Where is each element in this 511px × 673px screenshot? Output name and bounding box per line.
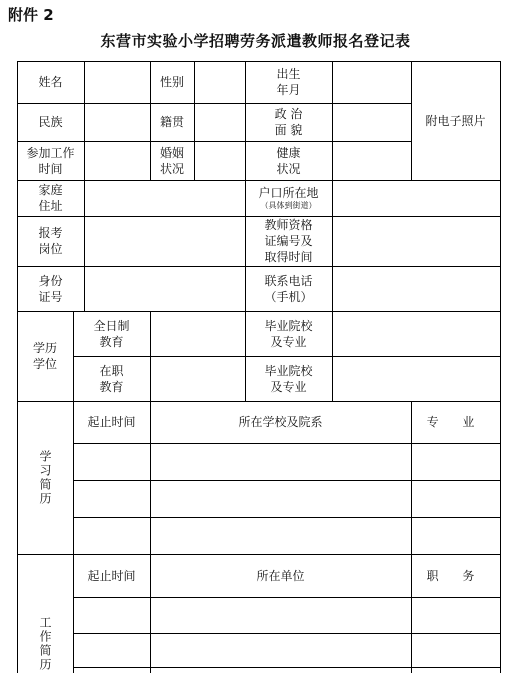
political-label: 政 治 面 貌 — [274, 107, 303, 137]
ethnicity-label: 民族 — [38, 115, 63, 129]
study-history-text: 学习简历 — [38, 449, 52, 506]
in-service-label: 在职 教育 — [99, 363, 124, 394]
birth-label: 出生 年月 — [276, 67, 301, 97]
study-history-label — [17, 401, 73, 554]
in-service-degree-field[interactable] — [150, 356, 245, 401]
study-row-1-period[interactable] — [73, 443, 150, 480]
marital-field[interactable] — [194, 141, 245, 180]
hukou-label — [245, 180, 332, 216]
hukou-note: （具体到街道） — [260, 201, 317, 210]
work-row-1-title[interactable] — [411, 597, 500, 633]
work-row-2-title[interactable] — [411, 633, 500, 667]
photo-area[interactable]: 附电子照片 — [425, 113, 486, 128]
grad-school-1-field[interactable] — [332, 311, 500, 356]
political-field[interactable] — [332, 103, 411, 141]
grad-school-2-field[interactable] — [332, 356, 500, 401]
employer-header: 所在单位 — [256, 568, 305, 583]
study-row-1-major[interactable] — [411, 443, 500, 480]
grad-school-1-label: 毕业院校 及专业 — [264, 318, 313, 349]
name-field[interactable] — [84, 61, 150, 103]
gender-label: 性别 — [159, 75, 184, 89]
major-header: 专 业 — [426, 415, 485, 429]
birth-field[interactable] — [332, 61, 411, 103]
form-title: 东营市实验小学招聘劳务派遣教师报名登记表 — [100, 32, 411, 50]
study-row-2-period[interactable] — [73, 480, 150, 517]
work-row-1-employer[interactable] — [150, 597, 411, 633]
id-number-field[interactable] — [84, 266, 245, 311]
phone-label: 联系电话 （手机） — [264, 273, 313, 304]
name-label: 姓名 — [38, 75, 63, 89]
cert-label: 教师资格 证编号及 取得时间 — [264, 218, 313, 264]
work-history-label — [17, 554, 73, 673]
work-period-header: 起止时间 — [87, 568, 136, 583]
study-row-1-school[interactable] — [150, 443, 411, 480]
study-row-2-major[interactable] — [411, 480, 500, 517]
home-address-label: 家庭 住址 — [38, 183, 63, 213]
native-place-label: 籍贯 — [159, 115, 184, 129]
gender-field[interactable] — [194, 61, 245, 103]
education-label: 学历 学位 — [32, 341, 57, 371]
full-time-degree-field[interactable] — [150, 311, 245, 356]
health-field[interactable] — [332, 141, 411, 180]
health-label: 健康 状况 — [276, 145, 301, 176]
work-row-2-period[interactable] — [73, 633, 150, 667]
study-row-2-school[interactable] — [150, 480, 411, 517]
job-title-header: 职 务 — [426, 568, 485, 583]
row-line — [73, 667, 501, 668]
phone-field[interactable] — [332, 266, 500, 311]
work-start-label: 参加工作 时间 — [26, 145, 75, 176]
work-row-2-employer[interactable] — [150, 633, 411, 667]
work-start-field[interactable] — [84, 141, 150, 180]
ethnicity-field[interactable] — [84, 103, 150, 141]
id-number-label: 身份 证号 — [38, 273, 63, 304]
home-address-field[interactable] — [84, 180, 245, 216]
grad-school-2-label: 毕业院校 及专业 — [264, 363, 313, 394]
study-row-3-period[interactable] — [73, 517, 150, 554]
native-place-field[interactable] — [194, 103, 245, 141]
position-label: 报考 岗位 — [38, 226, 63, 256]
full-time-label: 全日制 教育 — [93, 318, 130, 349]
study-row-3-major[interactable] — [411, 517, 500, 554]
study-period-header: 起止时间 — [87, 415, 136, 429]
school-dept-header: 所在学校及院系 — [238, 415, 323, 429]
hukou-label-text: 户口所在地 — [258, 186, 319, 200]
work-history-text: 工作简历 — [38, 615, 52, 672]
marital-label: 婚姻 状况 — [159, 145, 184, 176]
study-row-3-school[interactable] — [150, 517, 411, 554]
cert-field[interactable] — [332, 216, 500, 266]
attachment-label: 附件 2 — [8, 6, 54, 24]
work-row-1-period[interactable] — [73, 597, 150, 633]
col-line — [500, 61, 501, 673]
position-field[interactable] — [84, 216, 245, 266]
hukou-field[interactable] — [332, 180, 500, 216]
